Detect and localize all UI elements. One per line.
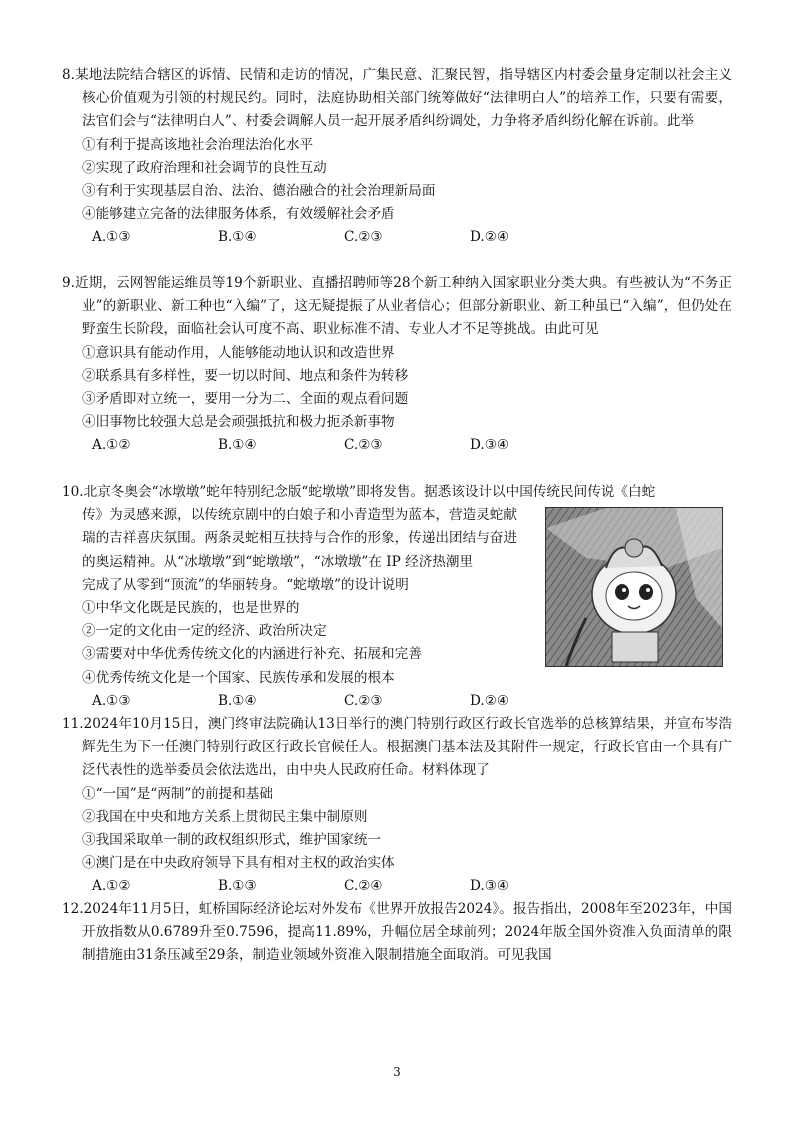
q10-option-3: ③需要对中华优秀传统文化的内涵进行补充、拓展和完善 bbox=[82, 646, 422, 663]
q9-option-3: ③矛盾即对立统一，要用一分为二、全面的观点看问题 bbox=[82, 391, 409, 408]
q10-stem-line-3: 瑞的吉祥喜庆氛围。两条灵蛇相互扶持与合作的形象，传递出团结与奋进 bbox=[82, 530, 517, 547]
q8-stem-line: 有需要，法官们会与“法律明白人”、村委会调解人员一起开展矛盾纠纷调处，力争将矛盾纠纷化解在诉 bbox=[82, 90, 733, 130]
q8-stem-line: 8.某地法院结合辖区的诉情、民情和走访的情况，广集民意、汇聚民智，指导辖区内村委会量身定制以社会 bbox=[62, 67, 705, 83]
q9-choice-a[interactable]: A.①② bbox=[92, 437, 131, 454]
q10-option-1: ①中华文化既是民族的，也是世界的 bbox=[82, 600, 300, 617]
snake-dundun-mascot-icon bbox=[546, 508, 722, 666]
q10-choices bbox=[92, 690, 732, 713]
q8-choice-c[interactable]: C.②③ bbox=[344, 229, 383, 246]
q8-choices bbox=[92, 226, 732, 249]
q11-option-2: ②我国在中央和地方关系上贯彻民主集中制原则 bbox=[82, 808, 368, 825]
q12-stem-line: 限制措施由31条压减至29条，制造业领域外资准入限制措施全面取消。可见我国 bbox=[82, 924, 732, 964]
q8-option-4: ④能够建立完备的法律服务体系，有效缓解社会矛盾 bbox=[82, 206, 395, 223]
q10-stem-line-4: 的奥运精神。从“冰墩墩”到“蛇墩墩”，“冰墩墩”在 IP 经济热潮里 bbox=[82, 553, 474, 570]
q12-stem bbox=[62, 898, 732, 968]
q9-stem bbox=[62, 272, 732, 342]
q8-option-1: ①有利于提高该地社会治理法治化水平 bbox=[82, 136, 314, 153]
q11-option-1: ①“一国”是“两制”的前提和基础 bbox=[82, 785, 273, 802]
q11-option-3: ③我国采取单一制的政权组织形式，维护国家统一 bbox=[82, 832, 382, 849]
q9-choice-d[interactable]: D.③④ bbox=[470, 437, 510, 454]
q10-choice-d[interactable]: D.②④ bbox=[470, 692, 510, 709]
q9-stem-line: 可见 bbox=[571, 321, 599, 338]
q11-choices bbox=[92, 875, 732, 898]
question-8 bbox=[62, 64, 732, 250]
q10-choice-c[interactable]: C.②③ bbox=[344, 692, 383, 709]
question-12 bbox=[62, 898, 732, 968]
q9-option-4: ④旧事物比较强大总是会顽强抵抗和极力扼杀新事物 bbox=[82, 414, 395, 431]
q11-stem-line: 11.2024年10月15日，澳门终审法院确认13日举行的澳门特别行政区行政长官选举的总核算结果，并宣布 bbox=[62, 716, 705, 732]
snake-dundun-image bbox=[545, 507, 723, 667]
q10-stem-line-2: 传》为灵感来源，以传统京剧中的白娘子和小青造型为蓝本，营造灵蛇献 bbox=[82, 507, 517, 524]
q8-stem bbox=[62, 64, 732, 134]
q10-choice-a[interactable]: A.①③ bbox=[92, 692, 131, 709]
q11-option-4: ④澳门是在中央政府领导下具有相对主权的政治实体 bbox=[82, 855, 395, 872]
q9-choice-b[interactable]: B.①④ bbox=[218, 437, 257, 454]
q11-choice-c[interactable]: C.②④ bbox=[344, 878, 383, 895]
q8-choice-a[interactable]: A.①③ bbox=[92, 229, 131, 246]
q10-stem-line-1: 10.北京冬奥会“冰墩墩”蛇年特别纪念版“蛇墩墩”即将发售。据悉该设计以中国传统民间传说《白蛇 bbox=[62, 484, 656, 500]
q8-stem-line: 前。此举 bbox=[639, 113, 695, 130]
q11-stem-line: 岑浩辉先生为下一任澳门特别行政区行政长官候任人。根据澳门基本法及其附件一规定，行政长官由一 bbox=[82, 716, 732, 756]
q10-option-4: ④优秀传统文化是一个国家、民族传承和发展的根本 bbox=[82, 669, 395, 686]
q9-choice-c[interactable]: C.②③ bbox=[344, 437, 383, 454]
q11-choice-d[interactable]: D.③④ bbox=[470, 878, 510, 895]
q8-stem-line: 主义核心价值观为引领的村规民约。同时，法庭协助相关部门统筹做好“法律明白人”的培养工作，只要 bbox=[82, 67, 733, 107]
q9-option-1: ①意识具有能动作用，人能够能动地认识和改造世界 bbox=[82, 344, 395, 361]
q8-choice-d[interactable]: D.②④ bbox=[470, 229, 510, 246]
page-number: 3 bbox=[393, 1065, 401, 1079]
question-9 bbox=[62, 272, 732, 458]
q11-choice-b[interactable]: B.①③ bbox=[218, 878, 257, 895]
q12-stem-line: 12.2024年11月5日，虹桥国际经济论坛对外发布《世界开放报告2024》。报告指出，2008年至2023年， bbox=[62, 901, 705, 917]
q9-choices bbox=[92, 434, 732, 457]
q9-stem-line: 已“入编”，但仍处在野蛮生长阶段，面临社会认可度不高、职业标准不清、专业人才不足等挑战。由此 bbox=[82, 298, 732, 338]
q8-choice-b[interactable]: B.①④ bbox=[218, 229, 257, 246]
q10-stem-line-5: 完成了从零到“顶流”的华丽转身。“蛇墩墩”的设计说明 bbox=[82, 576, 409, 593]
q9-option-2: ②联系具有多样性，要一切以时间、地点和条件为转移 bbox=[82, 367, 409, 384]
q11-stem bbox=[62, 713, 732, 783]
q12-stem-line: 中国开放指数从0.6789升至0.7596，提高11.89%，升幅位居全球前列；2024年版全国外资准入负面清单的 bbox=[82, 901, 732, 941]
q11-stem-line: 个具有广泛代表性的选举委员会依法选出，由中央人民政府任命。材料体现了 bbox=[82, 739, 733, 779]
q8-option-3: ③有利于实现基层自治、法治、德治融合的社会治理新局面 bbox=[82, 183, 436, 200]
q9-stem-line: 为“不务正业”的新职业、新工种也“入编”了，这无疑提振了从业者信心；但部分新职业、新工种虽 bbox=[82, 275, 732, 315]
q9-stem-line: 9.近期，云网智能运维员等19个新职业、直播招聘师等28个新工种纳入国家职业分类大典。有些被认 bbox=[62, 275, 671, 291]
q8-option-2: ②实现了政府治理和社会调节的良性互动 bbox=[82, 159, 327, 176]
question-11 bbox=[62, 713, 732, 899]
q10-choice-b[interactable]: B.①④ bbox=[218, 692, 257, 709]
q10-option-2: ②一定的文化由一定的经济、政治所决定 bbox=[82, 623, 327, 640]
q11-choice-a[interactable]: A.①② bbox=[92, 878, 131, 895]
